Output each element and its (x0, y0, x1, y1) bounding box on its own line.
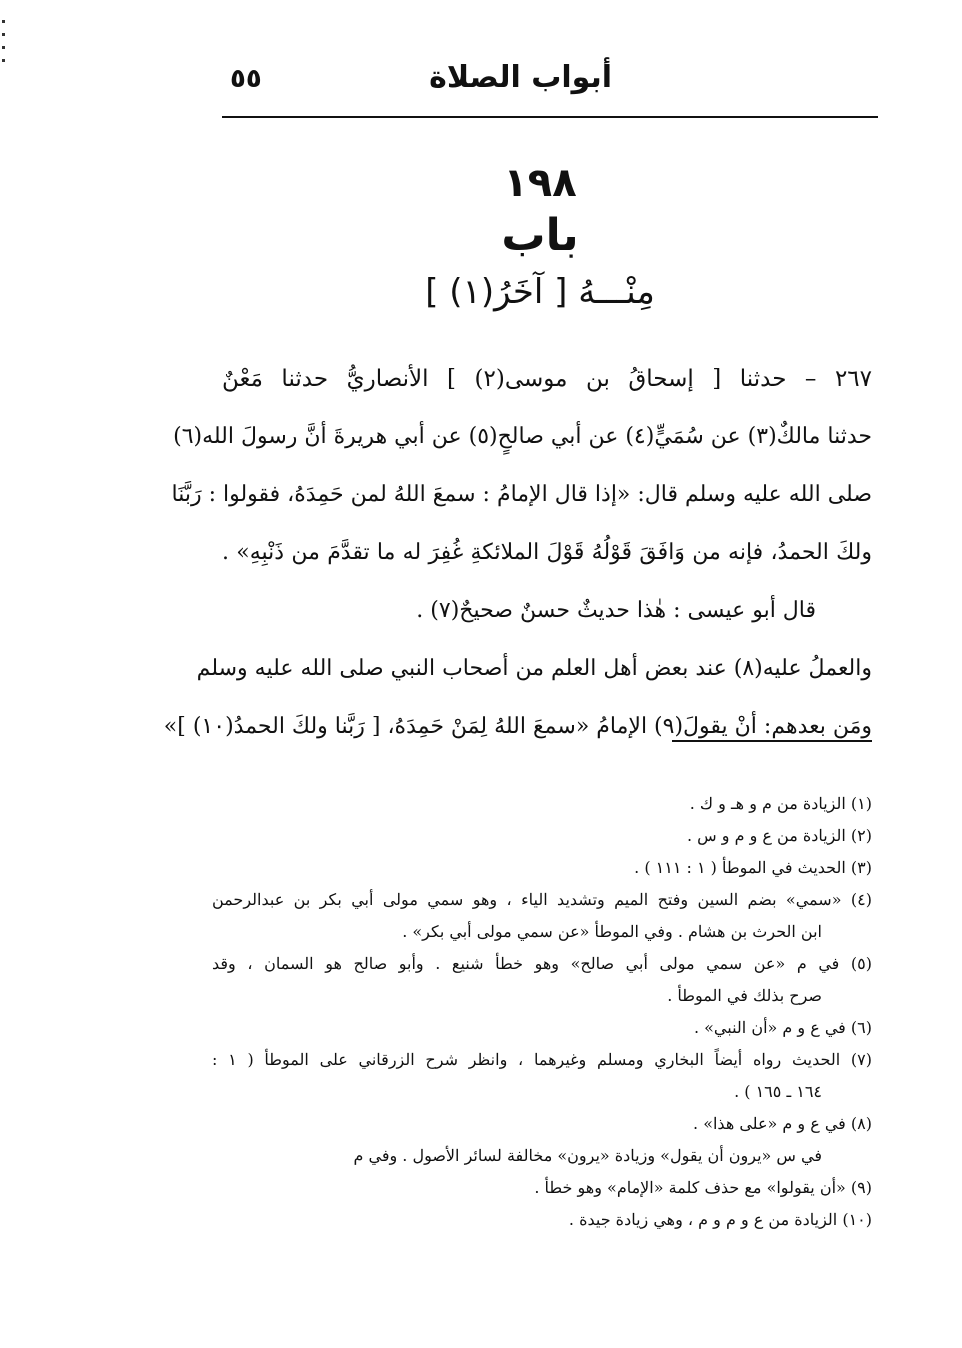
page-number: ٥٥ (230, 64, 262, 94)
text-line: ٢٦٧ – حدثنا [ إسحاقُ بن موسى(٢) ] الأنصاريُّ حدثنا مَعْنٌ (222, 366, 872, 392)
running-title: أبواب الصلاة (429, 60, 612, 95)
footnote-line: (٢) الزيادة من ع و م و س . (686, 826, 872, 845)
footnote-line: (٩) «أن يقولوا» مع حذف كلمة «الإمام» وهو خطأ . (534, 1178, 872, 1197)
hadith-text (163, 350, 872, 756)
footnote-line: ١٦٤ ـ ١٦٥ ) . (734, 1082, 822, 1101)
footnote-line: (١) الزيادة من م و هـ و ك . (689, 794, 872, 813)
footnotes (212, 788, 872, 1236)
text-line: صلى الله عليه وسلم قال: «إذا قال الإمامُ : سمعَ اللهُ لمن حَمِدَهُ، فقولوا : رَبَّنَا (171, 482, 872, 507)
page-header (220, 58, 880, 108)
header-rule (222, 116, 878, 118)
footnote-line: (٦) في ع و م «أن النبي» . (693, 1018, 872, 1037)
text-line: ومَن بعدهم: أنْ يقولَ(٩) الإمامُ «سمعَ اللهُ لِمَنْ حَمِدَهُ، [ رَبَّنا ولكَ الحمدُ(١٠) ]» (163, 714, 872, 739)
text-line: حدثنا مالكٌ(٣) عن سُمَيٍّ(٤) عن أبي صالحٍ(٥) عن أبي هريرةَ أنَّ رسولَ الله(٦) (173, 424, 872, 449)
chapter-heading: باب (501, 210, 579, 261)
text-line: قال أبو عيسى : هٰذا حديثٌ حسنٌ صحيحٌ(٧) . (416, 598, 816, 623)
footnote-rule (672, 740, 872, 742)
footnote-line: (٧) الحديث رواه أيضاً البخاري ومسلم وغيرهما ، وانظر شرح الزرقاني على الموطأ ( ١ : (212, 1050, 872, 1069)
footnote-line: صرح بذلك في الموطأ . (667, 986, 822, 1005)
text-line: والعملُ عليه(٨) عند بعض أهل العلم من أصحاب النبي صلى الله عليه وسلم (196, 656, 872, 681)
chapter-number: ١٩٨ (503, 160, 577, 206)
footnote-line: ابن الحرث بن هشام . وفي الموطأ «عن سمي مولى أبي بكر» . (402, 922, 822, 941)
chapter-subtitle: مِنْـــهُ [ آخَرُ(١) ] (425, 272, 655, 312)
text-line: ولكَ الحمدُ، فإنه من وَافَقَ قَوْلُهُ قَوْلَ الملائكةِ غُفِرَ له ما تقدَّمَ من ذَنْبِهِ» . (222, 540, 872, 565)
footnote-line: (٣) الحديث في الموطأ ( ١ : ١١١ ) . (634, 858, 872, 877)
footnote-line: في س «يرون أن يقول» وزيادة «يرون» مخالفة لسائر الأصول . وفي م (353, 1146, 822, 1165)
footnote-line: (١٠) الزيادة من ع و م و م ، وهي زيادة جيدة . (568, 1210, 872, 1229)
footnote-line: (٤) «سمي» بضم السين وفتح الميم وتشديد الياء ، وهو سمي مولى أبي بكر بن عبدالرحمن (212, 890, 872, 909)
footnote-line: (٥) في م «عن سمي مولى أبي صالح» وهو خطأ شنيع . وأبو صالح هو السمان ، وقد (212, 954, 873, 973)
margin-marks (2, 20, 8, 80)
footnote-line: (٨) في ع و م «على هذا» . (693, 1114, 872, 1133)
